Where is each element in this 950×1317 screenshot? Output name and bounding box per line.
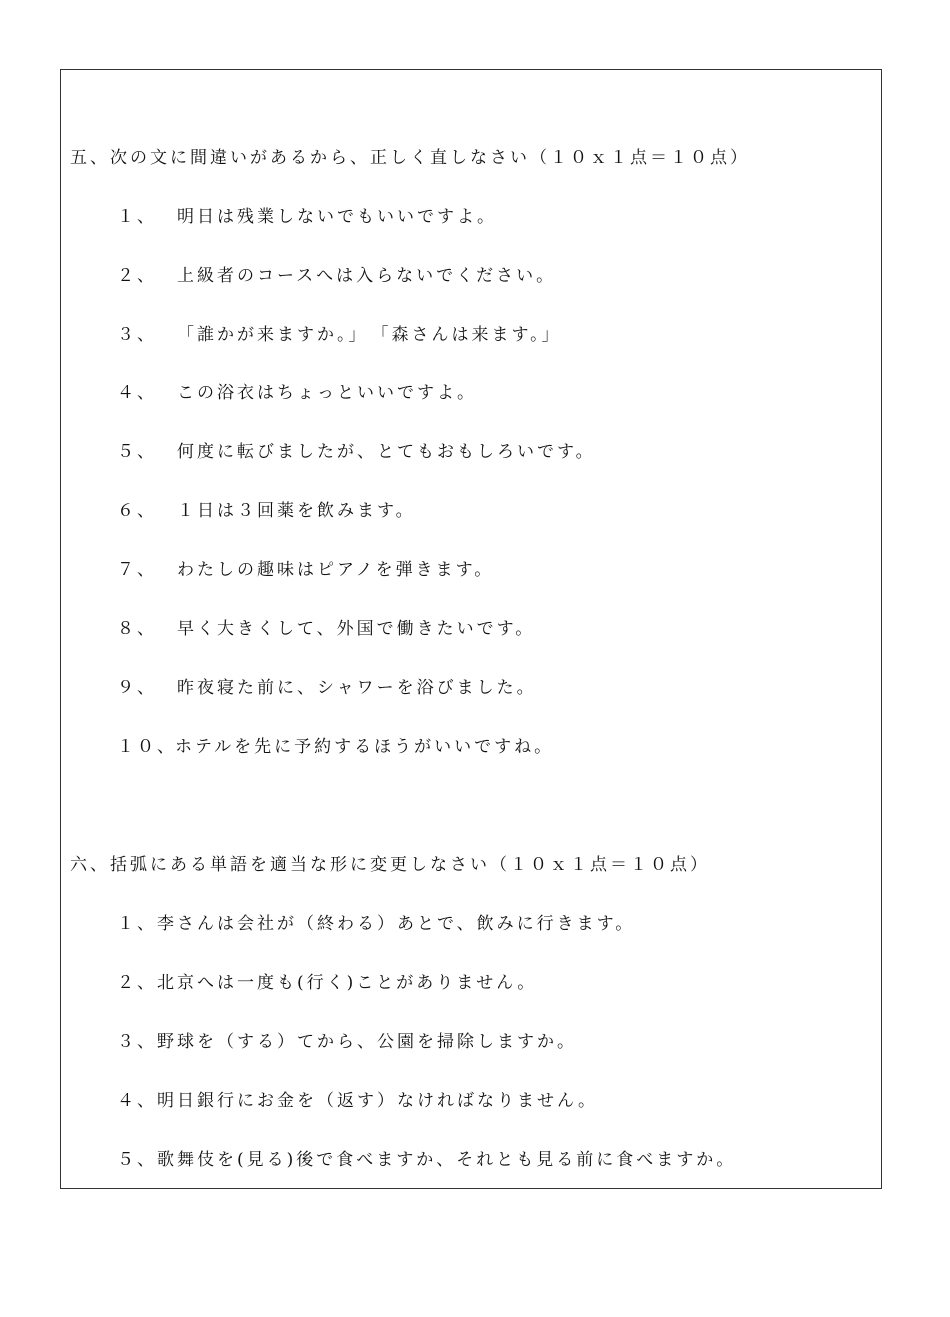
item-number: ３、 <box>117 325 157 345</box>
item-text: 上級者のコースへは入らないでください。 <box>177 266 557 286</box>
section6-item: ４、明日銀行にお金を（返す）なければなりません。 <box>117 1091 599 1111</box>
item-number: ７、 <box>117 560 157 580</box>
item-text: 早く大きくして、外国で働きたいです。 <box>177 619 536 639</box>
item-text: 昨夜寝た前に、シャワーを浴びました。 <box>177 678 537 698</box>
section5-item <box>117 205 497 229</box>
item-number: ２、 <box>117 266 157 286</box>
item-text: 明日は残業しないでもいいですよ。 <box>177 207 497 227</box>
section5-item <box>117 499 416 523</box>
section5-item <box>117 735 554 759</box>
item-number: １、 <box>117 207 157 227</box>
item-text: 何度に転びましたが、とてもおもしろいです。 <box>177 442 596 462</box>
section5-item <box>117 676 537 700</box>
item-text: １日は３回薬を飲みます。 <box>177 501 416 521</box>
section5-item <box>117 264 556 288</box>
item-number: １０、 <box>117 737 177 757</box>
item-text: 「誰かが来ますか。」 「森さんは来ます。」 <box>177 325 562 345</box>
section6-item: ５、歌舞伎を(見る)後で食べますか、それとも見る前に食べますか。 <box>117 1150 737 1170</box>
section5-heading: 五、次の文に間違いがあるから、正しく直しなさい（１０ｘ１点＝１０点） <box>70 148 750 168</box>
item-text: ホテルを先に予約するほうがいいですね。 <box>175 737 555 757</box>
section5-item <box>117 558 494 582</box>
section6-heading: 六、括弧にある単語を適当な形に変更しなさい（１０ｘ１点＝１０点） <box>70 855 710 875</box>
item-text: わたしの趣味はピアノを弾きます。 <box>177 560 495 580</box>
item-number: ６、 <box>117 501 157 521</box>
item-number: ４、 <box>117 383 157 403</box>
section5-item <box>117 381 477 405</box>
item-text: この浴衣はちょっといいですよ。 <box>177 383 477 403</box>
section6-item: ２、北京へは一度も(行く)ことがありません。 <box>117 973 538 993</box>
section5-item <box>117 323 562 347</box>
item-number: ８、 <box>117 619 157 639</box>
section5-item <box>117 617 535 641</box>
section5-item <box>117 440 596 464</box>
section6-item: ３、野球を（する）てから、公園を掃除しますか。 <box>117 1032 577 1052</box>
item-number: ９、 <box>117 678 157 698</box>
section6-item: １、李さんは会社が（終わる）あとで、飲みに行きます。 <box>117 914 636 934</box>
item-number: ５、 <box>117 442 157 462</box>
